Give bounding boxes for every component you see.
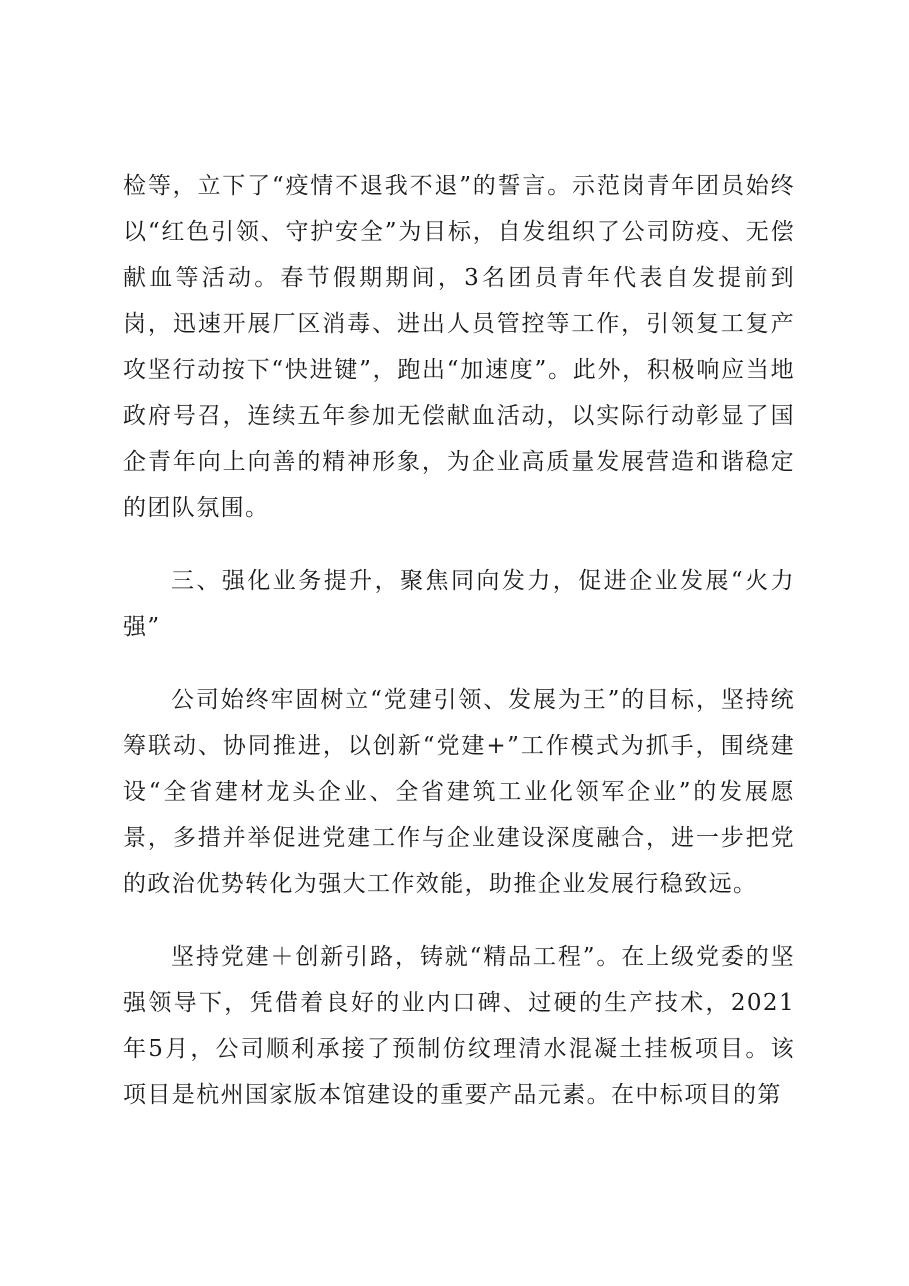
section-heading: 三、强化业务提升，聚焦同向发力，促进企业发展“火力强” (123, 568, 795, 640)
document-body (123, 163, 795, 1118)
paragraph-party-building: 公司始终牢固树立“党建引领、发展为王”的目标，坚持统筹联动、协同推进，以创新“党建+”工作模式为抓手，围绕建设“全省建材龙头企业、全省建筑工业化领军企业”的发展愿景，多措并举促进党建工作与企业建设深度融合，进一步把党的政治优势转化为强大工作效能，助推企业发展行稳致远。 (123, 687, 795, 897)
paragraph-innovation: 坚持党建＋创新引路，铸就“精品工程”。在上级党委的坚强领导下，凭借着良好的业内口碑、过硬的生产技术，2021年5月，公司顺利承接了预制仿纹理清水混凝土挂板项目。该项目是杭州国家版本馆建设的重要产品元素。在中标项目的第 (123, 944, 795, 1108)
paragraph-continuation: 检等，立下了“疫情不退我不退”的誓言。示范岗青年团员始终以“红色引领、守护安全”为目标，自发组织了公司防疫、无偿献血等活动。春节假期期间，3名团员青年代表自发提前到岗，迅速开展厂区消毒、进出人员管控等工作，引领复工复产攻坚行动按下“快进键”，跑出“加速度”。此外，积极响应当地政府号召，连续五年参加无偿献血活动，以实际行动彰显了国企青年向上向善的精神形象，为企业高质量发展营造和谐稳定的团队氛围。 (123, 173, 795, 521)
